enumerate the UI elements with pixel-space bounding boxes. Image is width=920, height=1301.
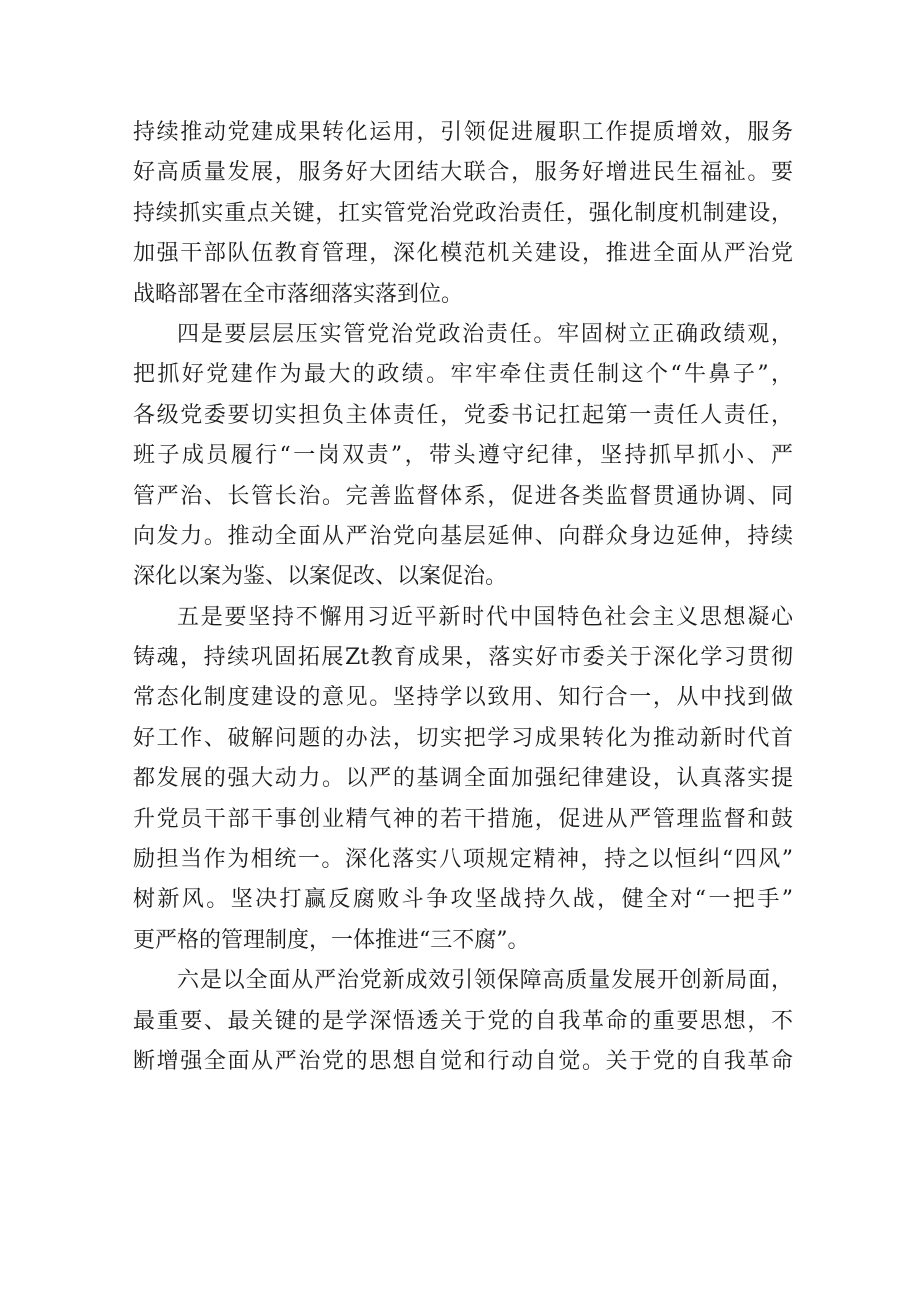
text-line: 把抓好党建作为最大的政绩。牢牢牵住责任制这个“牛鼻子”， — [133, 362, 793, 388]
text-line: 断增强全面从严治党的思想自觉和行动自觉。关于党的自我革命 — [133, 1048, 793, 1074]
document-body — [133, 113, 793, 1082]
text-line: 都发展的强大动力。以严的基调全面加强纪律建设，认真落实提 — [133, 766, 793, 792]
paragraph-3 — [133, 598, 793, 962]
text-line: 铸魂，持续巩固拓展Zt教育成果，落实好市委关于深化学习贯彻 — [133, 645, 793, 671]
text-line: 励担当作为相统一。深化落实八项规定精神，持之以恒纠“四风” — [133, 847, 793, 873]
text-line: 各级党委要切实担负主体责任，党委书记扛起第一责任人责任， — [133, 402, 793, 428]
text-line: 六是以全面从严治党新成效引领保障高质量发展开创新局面， — [177, 968, 793, 994]
text-line: 最重要、最关键的是学深悟透关于党的自我革命的重要思想，不 — [133, 1008, 793, 1034]
text-line: 持续推动党建成果转化运用，引领促进履职工作提质增效，服务 — [133, 120, 793, 145]
text-line: 树新风。坚决打赢反腐败斗争攻坚战持久战，健全对“一把手” — [133, 887, 793, 913]
paragraph-1 — [133, 113, 793, 315]
text-line: 常态化制度建设的意见。坚持学以致用、知行合一，从中找到做 — [133, 685, 793, 711]
text-line: 更严格的管理制度，一体推进“三不腐”。 — [133, 927, 530, 953]
paragraph-2 — [133, 315, 793, 598]
text-line: 加强干部队伍教育管理，深化模范机关建设，推进全面从严治党 — [133, 241, 793, 267]
text-line: 升党员干部干事创业精气神的若干措施，促进从严管理监督和鼓 — [133, 806, 793, 832]
text-line: 向发力。推动全面从严治党向基层延伸、向群众身边延伸，持续 — [133, 523, 793, 549]
text-line: 好工作、破解问题的办法，切实把学习成果转化为推动新时代首 — [133, 725, 793, 751]
text-line: 深化以案为鉴、以案促改、以案促治。 — [133, 564, 508, 590]
text-line: 好高质量发展，服务好大团结大联合，服务好增进民生福祉。要 — [133, 160, 793, 186]
text-line: 五是要坚持不懈用习近平新时代中国特色社会主义思想凝心 — [177, 604, 793, 630]
text-line: 管严治、长管长治。完善监督体系，促进各类监督贯通协调、同 — [133, 483, 793, 509]
text-line: 四是要层层压实管党治党政治责任。牢固树立正确政绩观， — [177, 321, 793, 347]
text-line: 战略部署在全市落细落实落到位。 — [133, 281, 464, 307]
text-line: 班子成员履行“一岗双责”，带头遵守纪律，坚持抓早抓小、严 — [133, 443, 793, 469]
paragraph-4 — [133, 961, 793, 1082]
text-line: 持续抓实重点关键，扛实管党治党政治责任，强化制度机制建设， — [133, 200, 793, 226]
